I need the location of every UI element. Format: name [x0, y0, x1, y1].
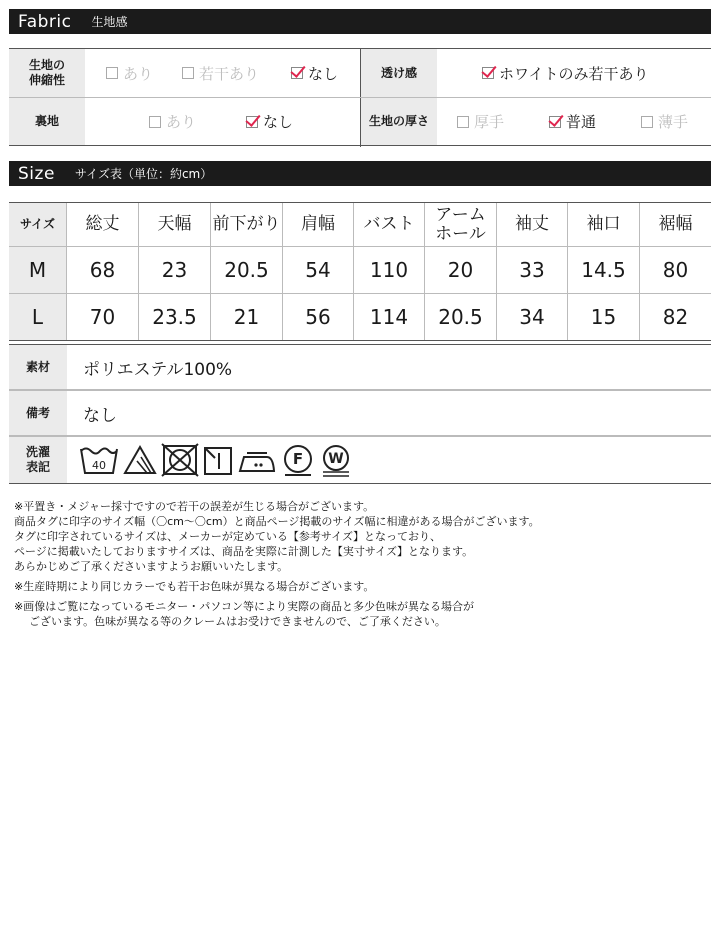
column-header: 前下がり: [211, 203, 283, 246]
table-cell: 114: [354, 294, 425, 340]
size-table: [9, 202, 711, 341]
table-cell: 68: [67, 247, 139, 293]
remarks-label: 備考: [9, 391, 67, 435]
table-row: [9, 294, 711, 341]
table-cell: 80: [662, 258, 689, 282]
note-line: ※平置き・メジャー採寸ですので若干の誤差が生じる場合がございます。: [14, 500, 375, 513]
size-header-en: Size: [18, 163, 55, 184]
svg-text:W: W: [328, 451, 344, 467]
bleach-allowed-icon: [123, 443, 157, 477]
table-row: [9, 247, 711, 294]
size-header: [9, 161, 711, 186]
note-line: ページに掲載いたしておりますサイズは、商品を実際に計測した【実寸サイズ】となります。: [14, 545, 474, 558]
lining-option-nashi[interactable]: なし: [246, 98, 293, 145]
transparency-option[interactable]: ホワイトのみ若干あり: [482, 49, 649, 97]
size-table-header-row: [9, 203, 711, 247]
column-header: バスト: [354, 203, 425, 246]
transparency-label: 透け感: [361, 49, 437, 97]
checkbox-checked-icon[interactable]: [291, 67, 303, 79]
column-header: 裾幅: [658, 214, 693, 234]
checkbox-checked-icon[interactable]: [246, 116, 258, 128]
checkbox-checked-icon[interactable]: [549, 116, 561, 128]
table-cell: 82: [662, 305, 689, 329]
note-line: タグに印字されているサイズは、メーカーが定めている【参考サイズ】となっており、: [14, 530, 442, 543]
svg-text:F: F: [292, 450, 304, 468]
note-line: ※画像はご覧になっているモニター・パソコン等により実際の商品と多少色味が異なる場合が: [14, 600, 474, 613]
stretch-option-jakkan[interactable]: 若干あり: [182, 49, 259, 97]
thickness-option-futsu[interactable]: 普通: [549, 98, 596, 145]
fabric-table: [9, 48, 711, 146]
material-row: [9, 344, 711, 390]
size-corner-label: サイズ: [9, 203, 67, 246]
fabric-header-jp: 生地感: [91, 15, 128, 29]
stretch-option-nashi[interactable]: なし: [291, 49, 338, 97]
table-cell: 14.5: [568, 247, 640, 293]
iron-low-icon: [237, 443, 277, 477]
note-line: ございます。色味が異なる等のクレームはお受けできませんので、ご了承ください。: [29, 615, 446, 628]
material-label: 素材: [9, 345, 67, 389]
thickness-option-atsude[interactable]: 厚手: [457, 98, 504, 145]
wet-clean-w-icon: [319, 443, 353, 477]
care-label: 洗濯 表記: [9, 437, 67, 483]
table-cell: 33: [497, 247, 568, 293]
column-header: 袖口: [568, 203, 640, 246]
column-header: 総丈: [67, 203, 139, 246]
table-cell: 56: [283, 294, 354, 340]
stretch-option-ari[interactable]: あり: [106, 49, 153, 97]
size-header-jp: サイズ表（単位：約cm）: [74, 167, 213, 181]
fabric-header: [9, 9, 711, 34]
table-cell: 21: [211, 294, 283, 340]
care-row: [9, 436, 711, 484]
notes: [14, 499, 714, 629]
checkbox-icon[interactable]: [457, 116, 469, 128]
fabric-header-en: Fabric: [18, 11, 72, 32]
table-cell: 70: [67, 294, 139, 340]
checkbox-icon[interactable]: [182, 67, 194, 79]
table-cell: 20.5: [211, 247, 283, 293]
svg-text:40: 40: [92, 459, 106, 472]
table-cell: 54: [283, 247, 354, 293]
stretch-label: 生地の 伸縮性: [9, 49, 85, 97]
note-line: ※生産時期により同じカラーでも若干お色味が異なる場合がございます。: [14, 580, 375, 593]
note-line: あらかじめご了承くださいますようお願いいたします。: [14, 560, 289, 573]
fabric-row-2: [9, 97, 711, 145]
line-dry-shade-icon: [203, 443, 233, 477]
fabric-row-1: [9, 49, 711, 97]
wash-40-icon: [79, 443, 119, 477]
material-value: ポリエステル100%: [83, 359, 233, 380]
table-cell: 15: [568, 294, 640, 340]
care-icons: [79, 443, 353, 477]
remarks-row: [9, 390, 711, 436]
note-line: 商品タグに印字のサイズ幅（〇cm〜〇cm）と商品ページ掲載のサイズ幅に相違がある場合がございます。: [14, 515, 540, 528]
lining-label: 裏地: [9, 98, 85, 145]
checkbox-checked-icon[interactable]: [482, 67, 494, 79]
table-cell: 34: [497, 294, 568, 340]
thickness-option-usude[interactable]: 薄手: [641, 98, 688, 145]
checkbox-icon[interactable]: [149, 116, 161, 128]
column-header: 肩幅: [283, 203, 354, 246]
column-header-armhole: アーム ホール: [425, 203, 497, 246]
table-cell: 110: [354, 247, 425, 293]
table-cell: 23.5: [139, 294, 211, 340]
table-cell: 20: [425, 247, 497, 293]
column-header: 袖丈: [497, 203, 568, 246]
thickness-label: 生地の厚さ: [361, 98, 437, 145]
column-header: 天幅: [139, 203, 211, 246]
checkbox-icon[interactable]: [106, 67, 118, 79]
lining-option-ari[interactable]: あり: [149, 98, 196, 145]
remarks-value: なし: [83, 405, 117, 426]
checkbox-icon[interactable]: [641, 116, 653, 128]
no-tumble-dry-icon: [161, 443, 199, 477]
dry-clean-f-icon: [281, 443, 315, 477]
size-label: L: [9, 294, 67, 340]
table-cell: 20.5: [425, 294, 497, 340]
size-label: M: [9, 247, 67, 293]
table-cell: 23: [139, 247, 211, 293]
